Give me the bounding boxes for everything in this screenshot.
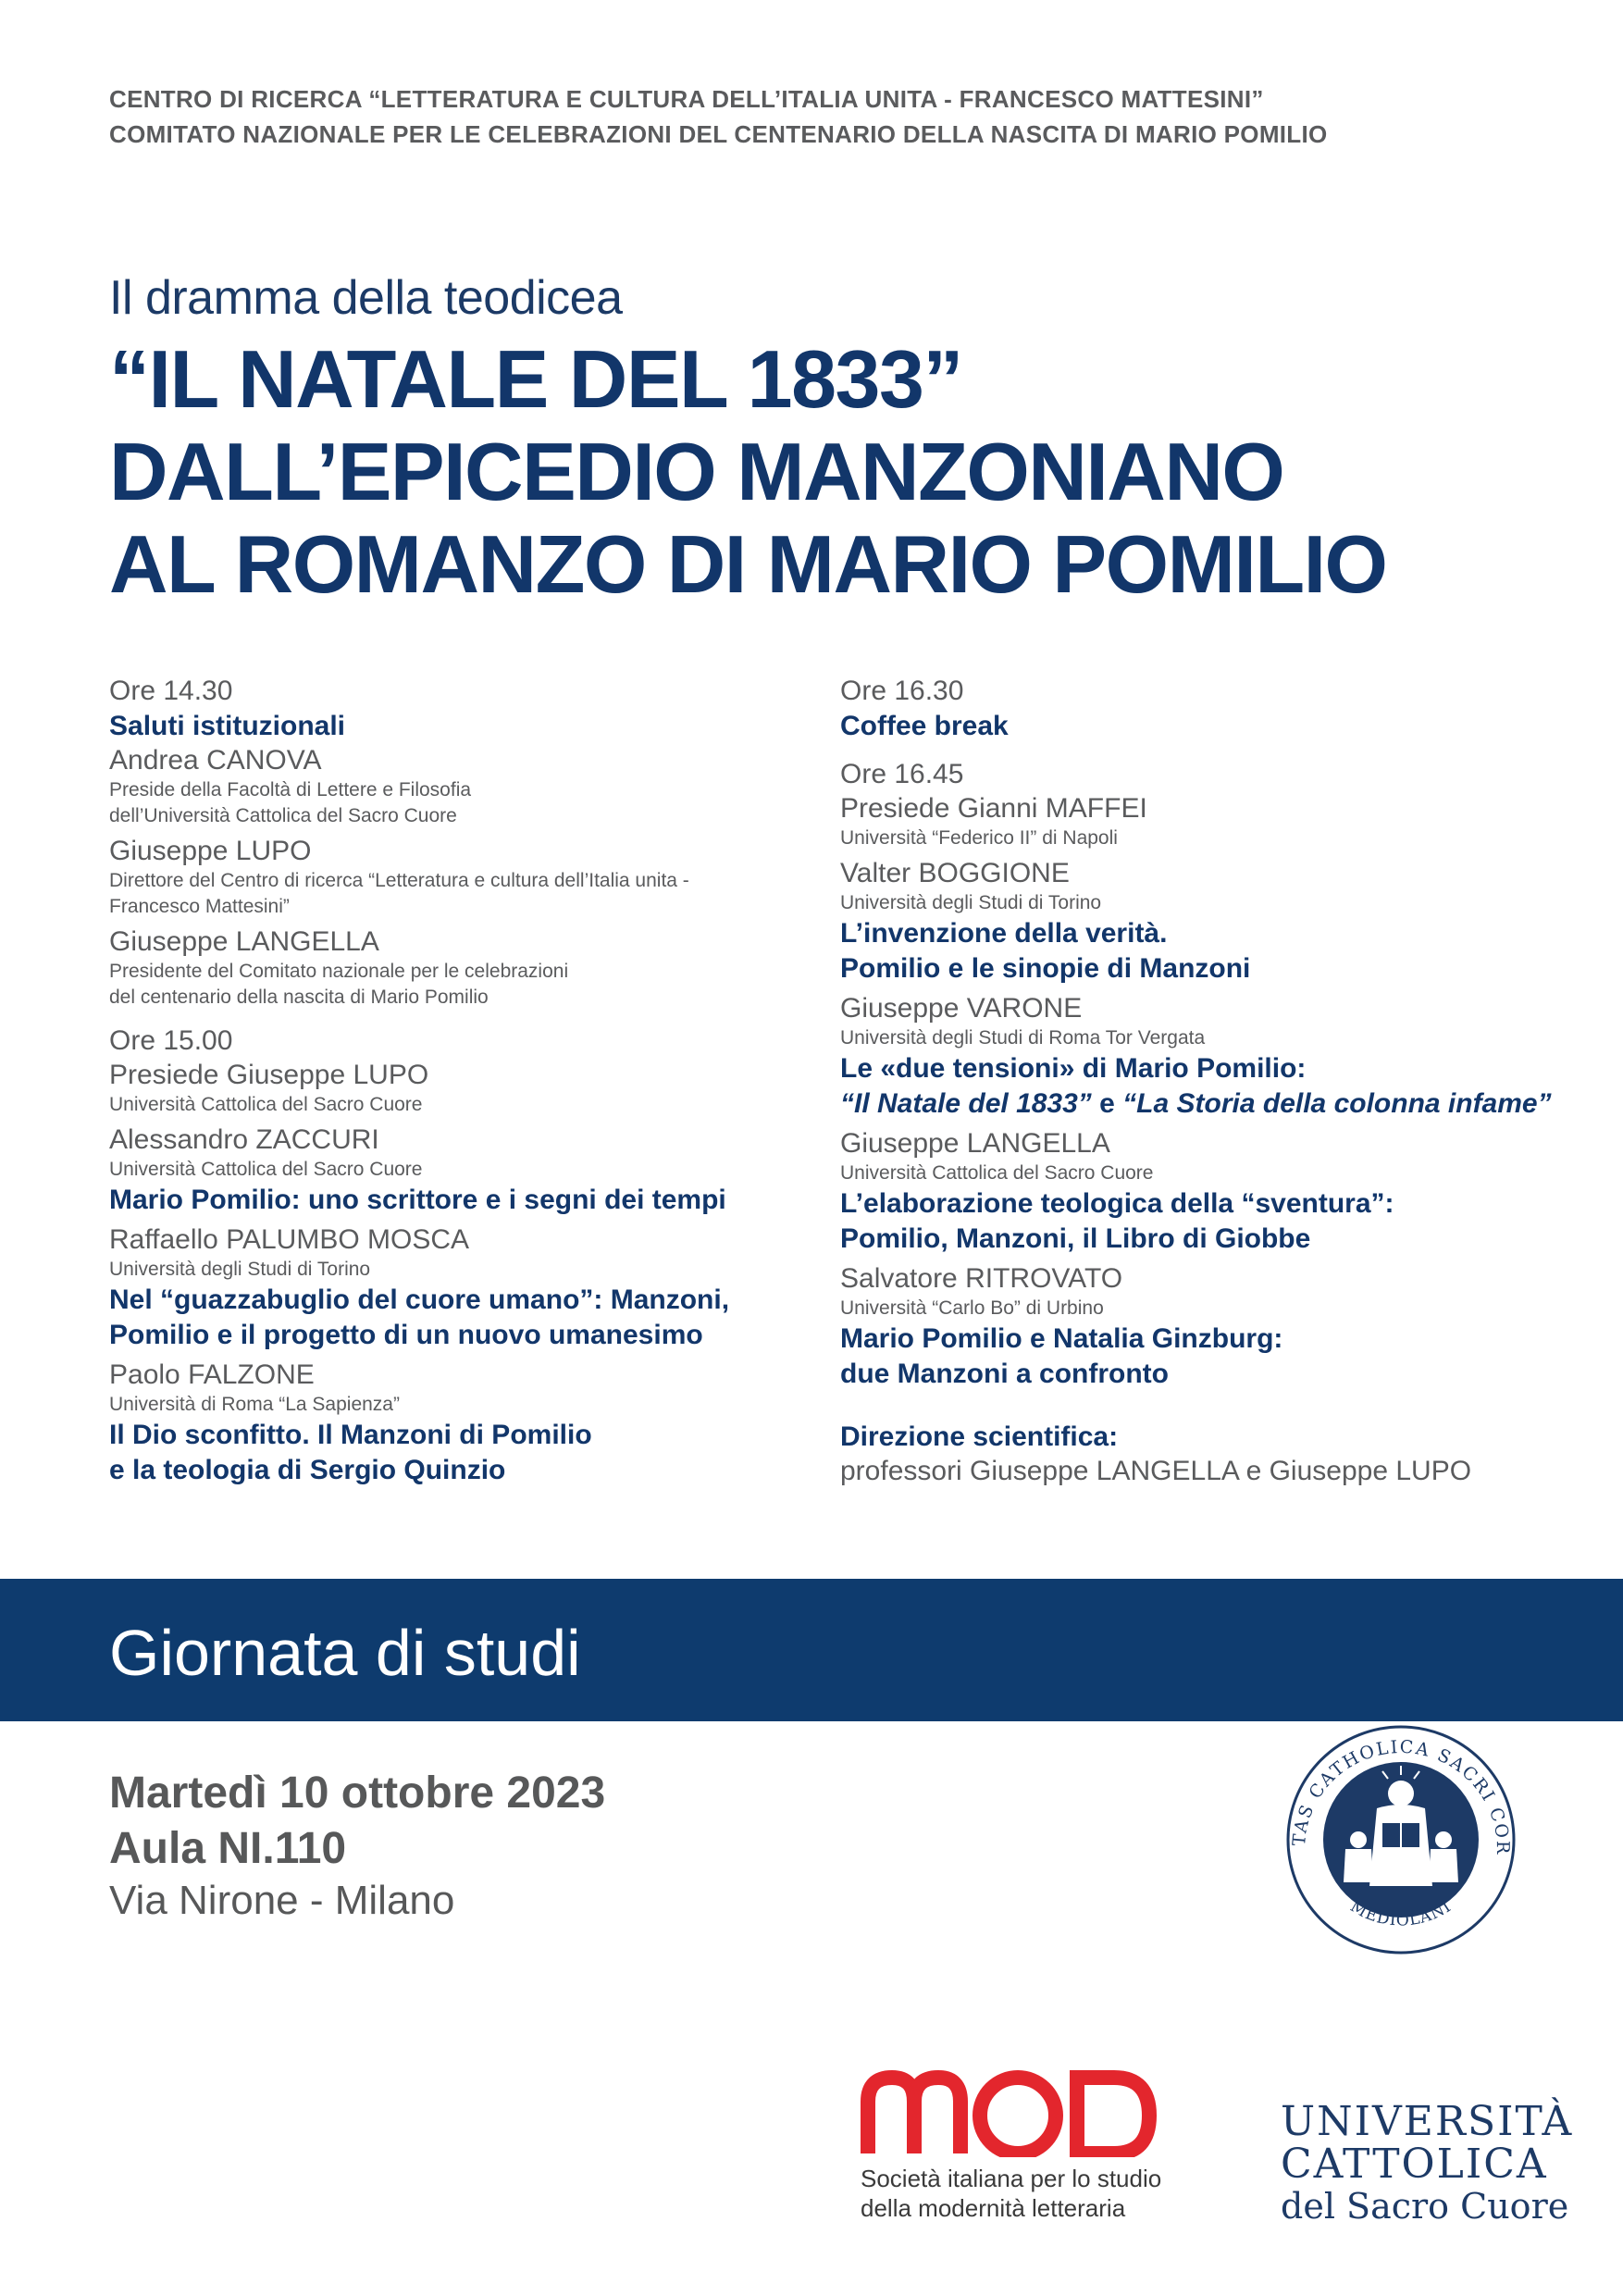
title-line-2: DALL’EPICEDIO MANZONIANO <box>109 426 1284 517</box>
scientific-direction-label: Direzione scientifica: <box>840 1421 1119 1452</box>
speaker-name: Salvatore RITROVATO <box>840 1263 1123 1294</box>
event-date-room <box>109 1766 605 1877</box>
session-title: Saluti istituzionali <box>109 711 346 741</box>
chair-affiliation: Università “Federico II” di Napoli <box>840 827 1118 849</box>
research-center-line: CENTRO DI RICERCA “LETTERATURA E CULTURA DELL’ITALIA UNITA - FRANCESCO MATTESINI” <box>109 85 1264 113</box>
event-date: Martedì 10 ottobre 2023 <box>109 1769 606 1818</box>
talk-title: Pomilio e le sinopie di Manzoni <box>840 953 1251 984</box>
session-time: Ore 16.45 <box>840 759 964 789</box>
talk-title-part: “Il Natale del 1833” <box>840 1088 1092 1119</box>
event-address: Via Nirone - Milano <box>109 1878 455 1923</box>
speaker-affiliation: Francesco Mattesini” <box>109 896 290 917</box>
speaker-name: Valter BOGGIONE <box>840 858 1070 888</box>
session-time: Ore 15.00 <box>109 1025 233 1056</box>
talk-title: L’elaborazione teologica della “sventura”: <box>840 1188 1394 1219</box>
mod-society-line-1: Società italiana per lo studio <box>861 2165 1162 2192</box>
speaker-name: Raffaello PALUMBO MOSCA <box>109 1224 470 1255</box>
speaker-affiliation: Università Cattolica del Sacro Cuore <box>840 1162 1154 1184</box>
program-right-column <box>840 674 1571 1488</box>
talk-title: Nel “guazzabuglio del cuore umano”: Manzoni, <box>109 1285 730 1315</box>
talk-title <box>840 1086 1571 1122</box>
program-left-column <box>109 674 840 1488</box>
talk-title: Mario Pomilio: uno scrittore e i segni dei tempi <box>109 1185 726 1215</box>
speaker-name: Alessandro ZACCURI <box>109 1124 379 1155</box>
session-chair: Presiede Giuseppe LUPO <box>109 1060 429 1090</box>
speaker-name: Giuseppe VARONE <box>840 993 1083 1024</box>
title-line-1: “IL NATALE DEL 1833” <box>109 333 962 425</box>
talk-title: Mario Pomilio e Natalia Ginzburg: <box>840 1323 1283 1354</box>
talk-title: Il Dio sconfitto. Il Manzoni di Pomilio <box>109 1420 592 1450</box>
event-title <box>109 333 1386 611</box>
session-time: Ore 16.30 <box>840 676 964 706</box>
university-seal-logo <box>1284 1701 1518 2090</box>
chair-affiliation: Università Cattolica del Sacro Cuore <box>109 1094 423 1115</box>
talk-title: e la teologia di Sergio Quinzio <box>109 1455 506 1485</box>
break-title: Coffee break <box>840 711 1009 741</box>
committee-line: COMITATO NAZIONALE PER LE CELEBRAZIONI DEL CENTENARIO DELLA NASCITA DI MARIO POMILIO <box>109 120 1328 148</box>
talk-title: Le «due tensioni» di Mario Pomilio: <box>840 1053 1307 1084</box>
talk-title: L’invenzione della verità. <box>840 918 1168 949</box>
speaker-affiliation: Università degli Studi di Roma Tor Vergata <box>840 1027 1206 1049</box>
organizers-header <box>109 81 1328 152</box>
session-time: Ore 14.30 <box>109 676 233 706</box>
speaker-name: Andrea CANOVA <box>109 745 322 776</box>
speaker-affiliation: Preside della Facoltà di Lettere e Filosofia <box>109 779 472 800</box>
speaker-affiliation: del centenario della nascita di Mario Pomilio <box>109 987 489 1008</box>
mod-society-name <box>861 2164 1161 2223</box>
event-room: Aula NI.110 <box>109 1824 347 1873</box>
event-type: Giornata di studi <box>109 1617 581 1689</box>
speaker-name: Giuseppe LANGELLA <box>109 926 379 957</box>
university-name-line-3: del Sacro Cuore <box>1281 2186 1569 2227</box>
talk-title-part: e <box>1091 1088 1123 1119</box>
scientific-direction-names: professori Giuseppe LANGELLA e Giuseppe LUPO <box>840 1456 1472 1486</box>
university-name-line-1: UNIVERSITÀ <box>1281 2098 1574 2145</box>
speaker-name: Giuseppe LANGELLA <box>840 1128 1110 1159</box>
talk-title: Pomilio e il progetto di un nuovo umanesimo <box>109 1320 703 1350</box>
speaker-affiliation: dell’Università Cattolica del Sacro Cuore <box>109 805 457 826</box>
speaker-affiliation: Università Cattolica del Sacro Cuore <box>109 1159 423 1180</box>
speaker-name: Giuseppe LUPO <box>109 836 312 866</box>
seal-ring-text: TAS CATHOLICA SACRI COR <box>1288 1736 1514 1856</box>
mod-society-line-2: della modernità letteraria <box>861 2194 1126 2222</box>
talk-title-part: “La Storia della colonna infame” <box>1122 1088 1552 1119</box>
university-name-line-2: CATTOLICA <box>1281 2141 1548 2188</box>
talk-title: Pomilio, Manzoni, il Libro di Giobbe <box>840 1223 1311 1254</box>
speaker-affiliation: Università degli Studi di Torino <box>840 892 1102 913</box>
mod-logo <box>861 2068 1212 2162</box>
talk-title: due Manzoni a confronto <box>840 1359 1169 1389</box>
seal-bottom-text: MEDIOLANI <box>1346 1897 1456 1930</box>
university-name <box>1281 2098 1574 2227</box>
speaker-affiliation: Università degli Studi di Torino <box>109 1259 371 1280</box>
event-subtitle: Il dramma della teodicea <box>109 271 623 325</box>
speaker-name: Paolo FALZONE <box>109 1359 315 1390</box>
title-line-3: AL ROMANZO DI MARIO POMILIO <box>109 518 1387 610</box>
speaker-affiliation: Direttore del Centro di ricerca “Letteratura e cultura dell’Italia unita - <box>109 870 689 891</box>
session-chair: Presiede Gianni MAFFEI <box>840 793 1147 824</box>
speaker-affiliation: Università “Carlo Bo” di Urbino <box>840 1297 1104 1319</box>
speaker-affiliation: Università di Roma “La Sapienza” <box>109 1394 400 1415</box>
speaker-affiliation: Presidente del Comitato nazionale per le celebrazioni <box>109 961 569 982</box>
